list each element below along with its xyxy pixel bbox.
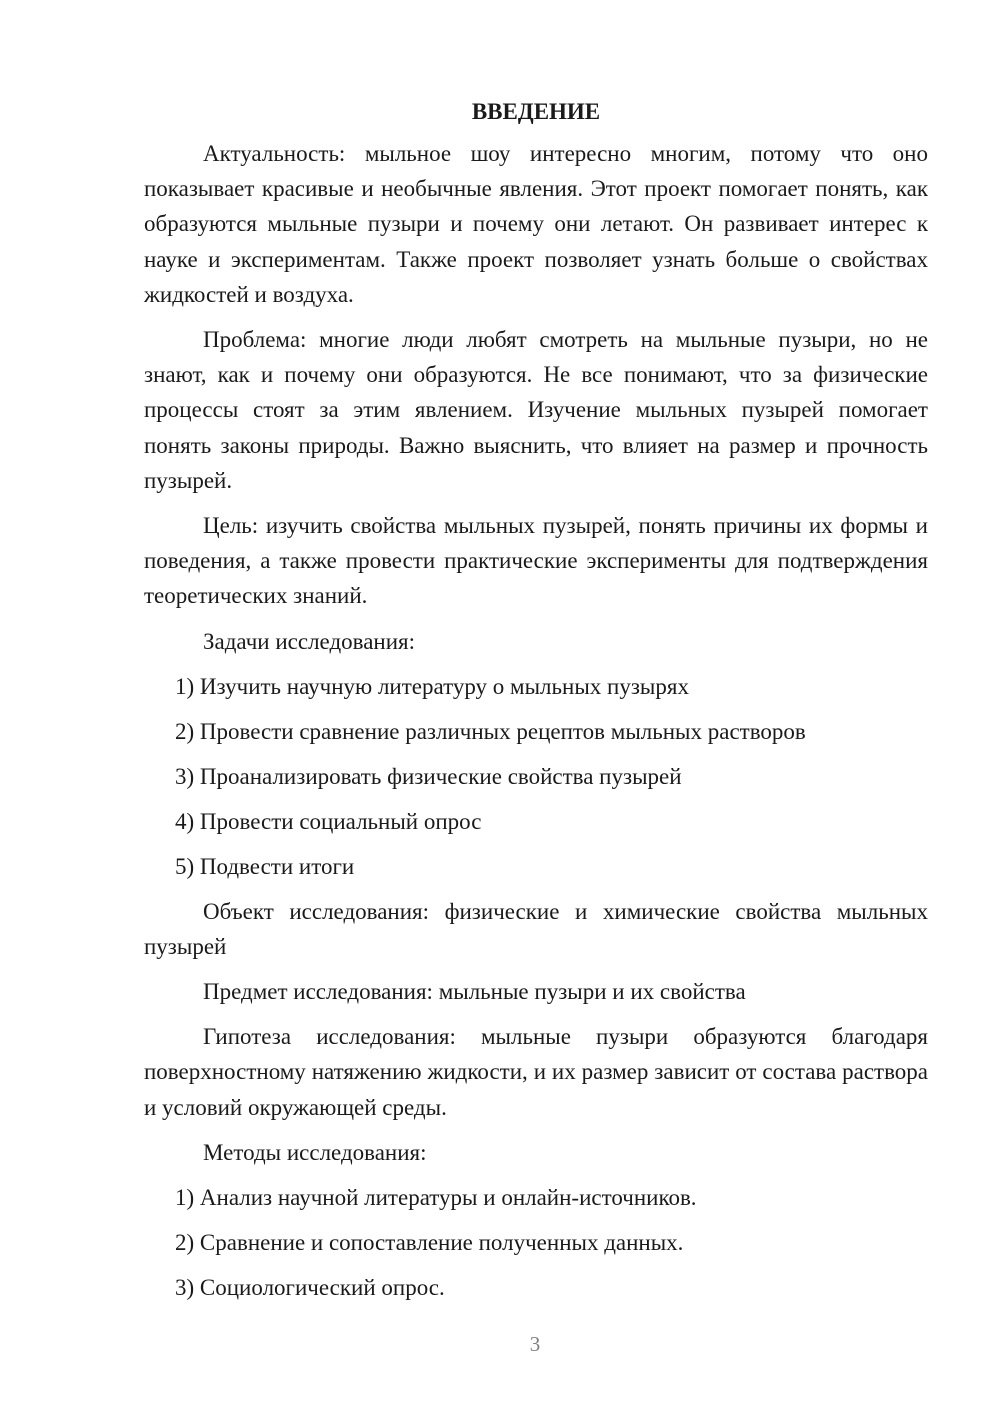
hypothesis-paragraph: Гипотеза исследования: мыльные пузыри образуются благодаря поверхностному натяжению жидкости, и их размер зависит от состава раствора и условий окружающей среды.	[144, 1024, 928, 1120]
methods-heading: Методы исследования:	[203, 1139, 427, 1165]
method-item: 1) Анализ научной литературы и онлайн-источников.	[175, 1184, 697, 1210]
subject-paragraph: Предмет исследования: мыльные пузыри и их свойства	[203, 979, 746, 1005]
object-paragraph: Объект исследования: физические и химические свойства мыльных пузырей	[144, 898, 928, 959]
tasks-list	[144, 669, 928, 884]
task-item: 4) Провести социальный опрос	[175, 808, 482, 834]
page-content	[144, 94, 928, 1315]
task-item: 1) Изучить научную литературу о мыльных пузырях	[175, 673, 689, 699]
methods-list	[144, 1180, 928, 1305]
relevance-paragraph: Актуальность: мыльное шоу интересно многим, потому что оно показывает красивые и необычные явления. Этот проект помогает понять, как образуются мыльные пузыри и почему они летают. Он развивает интерес к науке и экспериментам. Также проект позволяет узнать больше о свойствах жидкостей и воздуха.	[144, 141, 928, 307]
task-item: 2) Провести сравнение различных рецептов мыльных растворов	[175, 718, 806, 744]
method-item: 3) Социологический опрос.	[175, 1274, 445, 1300]
section-title: ВВЕДЕНИЕ	[471, 99, 601, 124]
task-item: 5) Подвести итоги	[175, 853, 355, 879]
task-item: 3) Проанализировать физические свойства пузырей	[175, 763, 682, 789]
tasks-heading: Задачи исследования:	[203, 628, 416, 654]
method-item: 2) Сравнение и сопоставление полученных данных.	[175, 1229, 684, 1255]
problem-paragraph: Проблема: многие люди любят смотреть на мыльные пузыри, но не знают, как и почему они образуются. Не все понимают, что за физические процессы стоят за этим явлением. Изучение мыльных пузырей помогает понять законы природы. Важно выяснить, что влияет на размер и прочность пузырей.	[144, 327, 928, 493]
page-number: 3	[529, 1332, 541, 1356]
goal-paragraph: Цель: изучить свойства мыльных пузырей, понять причины их формы и поведения, а также провести практические эксперименты для подтверждения теоретических знаний.	[144, 513, 928, 609]
